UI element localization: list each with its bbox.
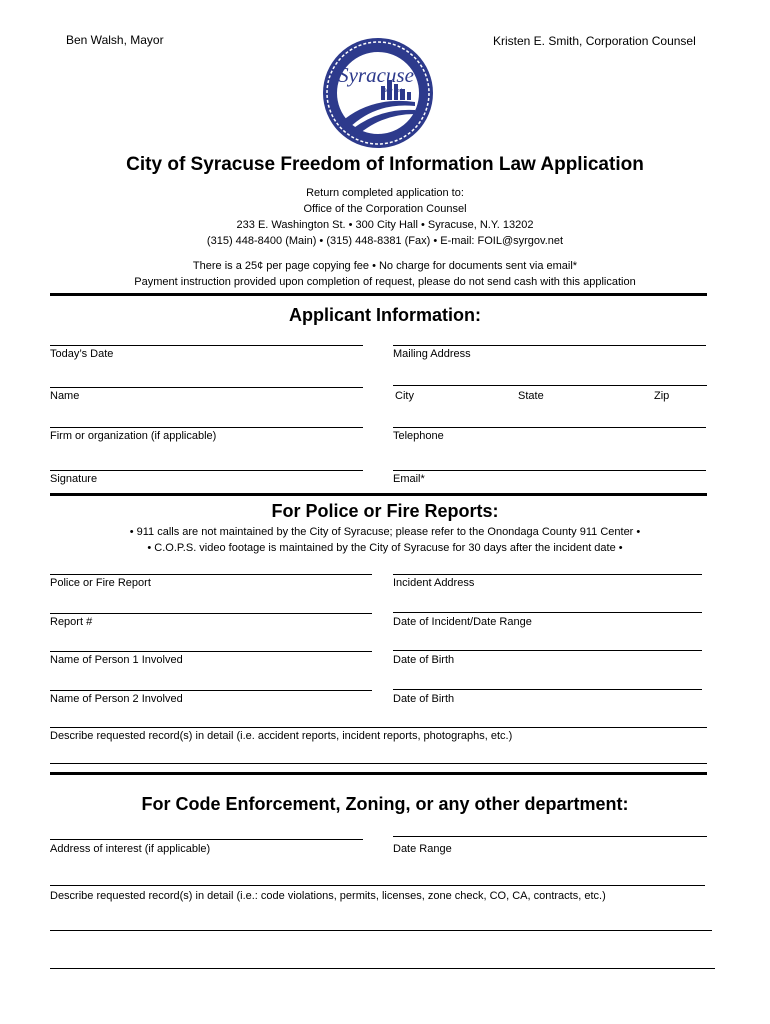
state-label: State (518, 390, 544, 402)
city-label: City (395, 390, 414, 402)
incident-date-line[interactable] (393, 612, 702, 613)
report-type-line[interactable] (50, 574, 372, 575)
name-label: Name (50, 390, 80, 402)
email-line[interactable] (393, 470, 706, 471)
interest-address-line[interactable] (50, 839, 363, 840)
todays-date-line[interactable] (50, 345, 363, 346)
name-line[interactable] (50, 387, 363, 388)
person2-line[interactable] (50, 690, 372, 691)
zip-label: Zip (654, 390, 670, 402)
dob1-label: Date of Birth (393, 654, 455, 666)
dob1-line[interactable] (393, 650, 702, 651)
incident-address-line[interactable] (393, 574, 702, 575)
interest-address-label: Address of interest (if applicable) (50, 843, 211, 855)
police-describe-label: Describe requested record(s) in detail (i.e. accident reports, incident reports, photographs, etc.) (50, 730, 513, 742)
email-label: Email* (393, 473, 425, 485)
police-describe-line-2[interactable] (50, 763, 707, 764)
police-note-2: • C.O.P.S. video footage is maintained by the City of Syracuse for 30 days after the incident date • (147, 542, 623, 554)
signature-line[interactable] (50, 470, 363, 471)
divider-applicant (50, 293, 707, 296)
counsel-name: Kristen E. Smith, Corporation Counsel (493, 34, 696, 48)
seal-subtext: New York (382, 88, 404, 94)
divider-police (50, 493, 707, 496)
city-state-zip-line[interactable] (393, 385, 707, 386)
firm-line[interactable] (50, 427, 363, 428)
fee-info (0, 258, 770, 290)
code-date-range-label: Date Range (393, 843, 452, 855)
person1-line[interactable] (50, 651, 372, 652)
report-number-line[interactable] (50, 613, 372, 614)
mayor-name: Ben Walsh, Mayor (66, 33, 164, 47)
return-line-2: Office of the Corporation Counsel (303, 203, 467, 215)
city-seal (321, 36, 435, 150)
code-heading: For Code Enforcement, Zoning, or any other department: (141, 794, 629, 814)
telephone-line[interactable] (393, 427, 706, 428)
return-line-4: (315) 448-8400 (Main) • (315) 448-8381 (Fax) • E-mail: FOIL@syrgov.net (206, 235, 564, 247)
police-describe-line[interactable] (50, 727, 707, 728)
dob2-line[interactable] (393, 689, 702, 690)
code-date-range-line[interactable] (393, 836, 707, 837)
code-describe-line-2[interactable] (50, 930, 712, 931)
mailing-address-line[interactable] (393, 345, 706, 346)
fee-line-1: There is a 25¢ per page copying fee • No charge for documents sent via email* (192, 260, 578, 272)
telephone-label: Telephone (393, 430, 444, 442)
fee-line-2: Payment instruction provided upon completion of request, please do not send cash with this application (134, 276, 636, 288)
signature-label: Signature (50, 473, 98, 485)
police-note-1: • 911 calls are not maintained by the City of Syracuse; please refer to the Onondaga County 911 Center • (129, 526, 641, 538)
code-describe-line-3[interactable] (50, 968, 715, 969)
firm-label: Firm or organization (if applicable) (50, 430, 217, 442)
dob2-label: Date of Birth (393, 693, 455, 705)
seal-wordmark: Syracuse (338, 63, 414, 87)
code-describe-line[interactable] (50, 885, 705, 886)
divider-code (50, 772, 707, 775)
incident-date-label: Date of Incident/Date Range (393, 616, 532, 628)
return-info (0, 185, 770, 249)
todays-date-label: Today’s Date (50, 348, 114, 360)
page-title: City of Syracuse Freedom of Information Law Application (126, 154, 644, 175)
incident-address-label: Incident Address (393, 577, 475, 589)
person1-label: Name of Person 1 Involved (50, 654, 183, 666)
code-describe-label: Describe requested record(s) in detail (i.e.: code violations, permits, licenses, zone check, CO, CA, contracts, etc.) (50, 890, 606, 902)
person2-label: Name of Person 2 Involved (50, 693, 183, 705)
return-line-3: 233 E. Washington St. • 300 City Hall • Syracuse, N.Y. 13202 (236, 219, 534, 231)
return-line-1: Return completed application to: (306, 187, 464, 199)
police-heading: For Police or Fire Reports: (271, 501, 499, 521)
mailing-address-label: Mailing Address (393, 348, 471, 360)
applicant-heading: Applicant Information: (289, 305, 481, 325)
report-number-label: Report # (50, 616, 93, 628)
report-type-label: Police or Fire Report (50, 577, 151, 589)
